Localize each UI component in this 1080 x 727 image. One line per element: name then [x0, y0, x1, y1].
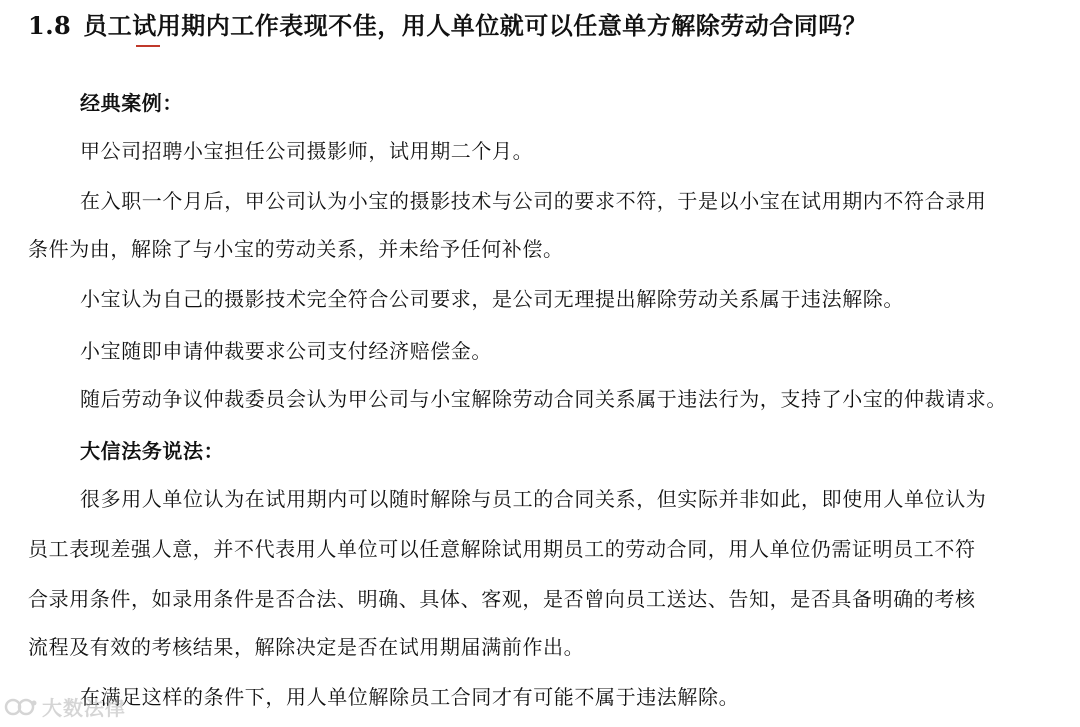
case-line: 在入职一个月后，甲公司认为小宝的摄影技术与公司的要求不符，于是以小宝在试用期内不符合录用 [80, 189, 987, 213]
case-line: 小宝认为自己的摄影技术完全符合公司要求，是公司无理提出解除劳动关系属于违法解除。 [80, 287, 904, 311]
case-line: 条件为由，解除了与小宝的劳动关系，并未给予任何补偿。 [28, 237, 564, 261]
opinion-line: 在满足这样的条件下，用人单位解除员工合同才有可能不属于违法解除。 [80, 685, 740, 709]
title-underline-mark [136, 45, 160, 47]
case-label: 经典案例： [80, 91, 183, 115]
case-line: 甲公司招聘小宝担任公司摄影师，试用期二个月。 [80, 139, 534, 163]
watermark-logo-icon [4, 694, 38, 720]
section-number: 1.8 [28, 11, 72, 40]
section-title: 员工试用期内工作表现不佳，用人单位就可以任意单方解除劳动合同吗？ [83, 11, 868, 40]
opinion-line: 员工表现差强人意，并不代表用人单位可以任意解除试用期员工的劳动合同，用人单位仍需证明员工不符 [28, 537, 976, 561]
opinion-line: 很多用人单位认为在试用期内可以随时解除与员工的合同关系，但实际并非如此，即使用人单位认为 [80, 487, 987, 511]
opinion-line: 流程及有效的考核结果，解除决定是否在试用期届满前作出。 [28, 635, 585, 659]
watermark-text: 大数法律 [42, 696, 126, 720]
case-line: 小宝随即申请仲裁要求公司支付经济赔偿金。 [80, 339, 492, 363]
section-heading [28, 8, 867, 44]
watermark [4, 692, 126, 721]
opinion-line: 合录用条件，如录用条件是否合法、明确、具体、客观，是否曾向员工送达、告知，是否具备明确的考核 [28, 587, 976, 611]
opinion-label: 大信法务说法： [80, 439, 225, 463]
case-line: 随后劳动争议仲裁委员会认为甲公司与小宝解除劳动合同关系属于违法行为，支持了小宝的仲裁请求。 [80, 387, 1007, 411]
